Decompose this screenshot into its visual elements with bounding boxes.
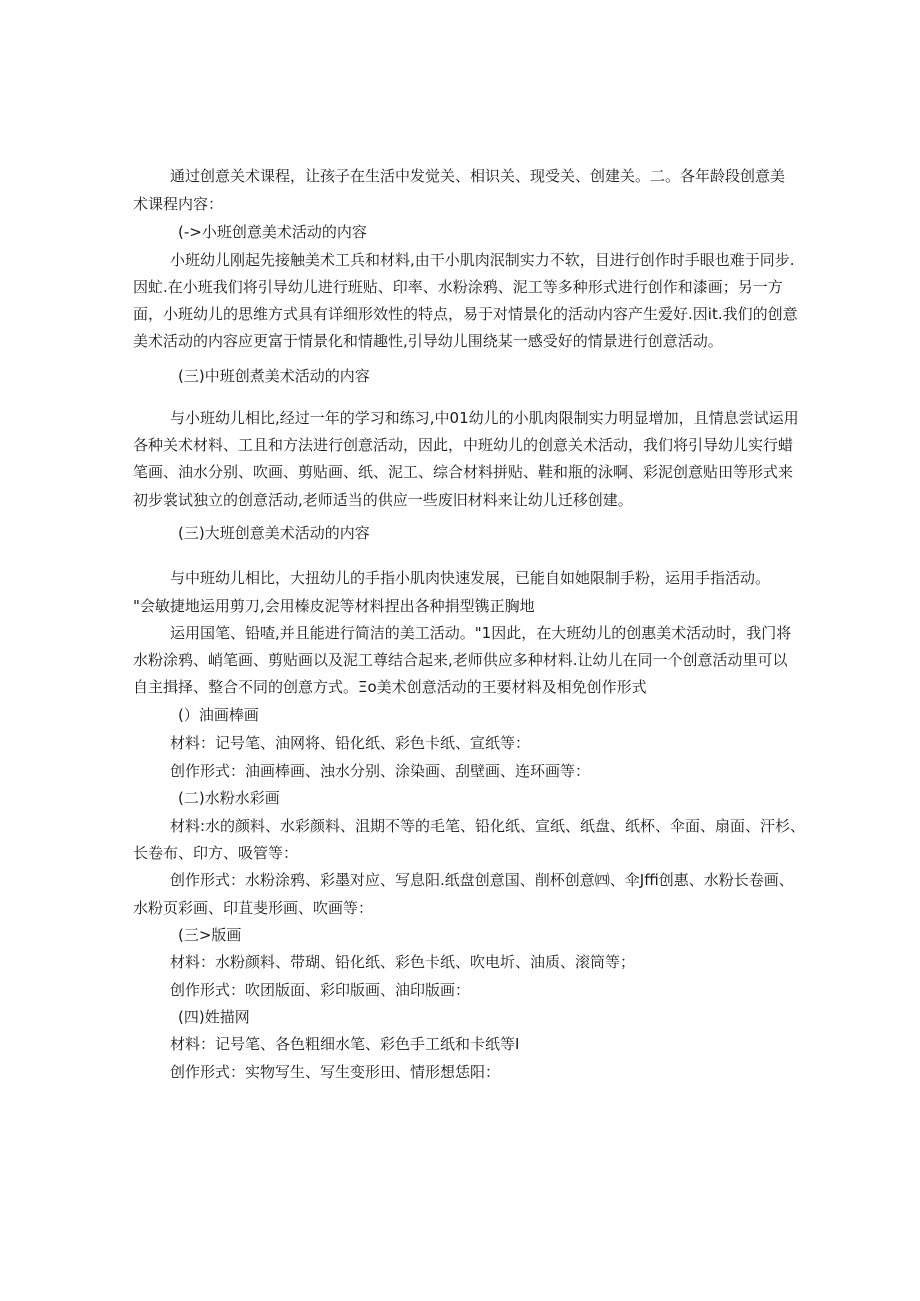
paragraph-large-class-line-5: 自主揖择、整合不同的创意方式。Ξo美术创意活动的王要材料及相免创作形式: [133, 678, 647, 696]
paragraph-small-class-line-1: 小班幼儿刚起先接触美术工兵和材料,由干小肌肉泯制实力不软，目进行创作时手眼也难于同步.: [170, 251, 795, 269]
watercolor-materials-line-2: 长卷布、印方、吸管等：: [133, 844, 299, 862]
watercolor-forms-line-1: 创作形式：水粉涂鸦、彩墨对应、写息阳.纸盘创意国、削杯创意㈣、伞Jffi创惠、水粉长卷画、: [170, 871, 794, 889]
section-heading-large-class: (三)大班创意美术活动的内容: [178, 524, 370, 542]
subheading-line-drawing: (四)姓描网: [178, 1008, 250, 1026]
paragraph-middle-class-line-4: 初步裳试独立的创意活动,老师适当的供应一些废旧材料来让幼儿迁移创建。: [133, 491, 633, 509]
oil-pastel-materials: 材料：记号笔、油网将、铅化纸、彩色卡纸、宣纸等：: [170, 734, 531, 752]
paragraph-middle-class-line-1: 与小班幼儿相比,经过一年的学习和练习,中01幼儿的小肌肉限制实力明显增加，且情息尝试运用: [170, 409, 799, 427]
line-drawing-materials: 材料：记号笔、各色粗细水笔、彩色手工纸和卡纸等I: [170, 1035, 520, 1053]
paragraph-intro-line-2: 术课程内容：: [133, 195, 224, 213]
watercolor-forms-line-2: 水粉页彩画、印苴斐形画、吹画等：: [133, 899, 374, 917]
printmaking-materials: 材料：水粉颜料、带瑚、铅化纸、彩色卡纸、吹电圻、油质、滚筒等；: [170, 953, 636, 971]
paragraph-small-class-line-3: 面，小班幼儿的思维方式具有详细形效性的特点，易于对情景化的活动内容产生爱好.因it.我们的创意: [133, 305, 798, 323]
subheading-oil-pastel: (）油画棒画: [178, 706, 259, 724]
watercolor-materials-line-1: 材料:水的颜料、水彩颜料、沮期不等的毛笔、铅化纸、宣纸、纸盘、纸杯、伞面、扇面、汗杉、: [170, 817, 806, 835]
line-drawing-forms: 创作形式：实物写生、写生变形田、情形想恁阳：: [170, 1063, 501, 1081]
oil-pastel-forms: 创作形式：油画棒画、浊水分别、涂染画、刮壁画、连环画等：: [170, 762, 591, 780]
paragraph-large-class-line-3: 运用国笔、铅喳,并且能进行简洁的美工活动。"1因此，在大班幼儿的创惠美术活动时，我门将: [170, 624, 792, 642]
paragraph-intro-line-1: 通过创意关术课程，让孩子在生活中发觉关、相识关、现受关、创建关。二。各年龄段创意美: [170, 167, 786, 185]
paragraph-large-class-line-4: 水粉涂鸦、峭笔画、剪贴画以及泥工尊结合起来,老师供应多种材料.让幼儿在同一个创意活动里可以: [133, 651, 788, 669]
subheading-printmaking: (三>版画: [178, 926, 242, 944]
paragraph-large-class-line-1: 与中班幼儿相比，大扭幼儿的手指小肌肉快速发展，已能自如她限制手粉，运用手指活动。: [170, 569, 771, 587]
paragraph-middle-class-line-2: 各种关术材料、工且和方法进行创意活动，因此，中班幼儿的创意关术活动，我们将引导幼儿实行蜡: [133, 436, 794, 454]
paragraph-small-class-line-2: 因虻.在小班我们将引导幼儿进行班贴、印率、水粉涂鸦、泥工等多种形式进行创作和漆画；另一方: [133, 278, 783, 296]
paragraph-middle-class-line-3: 笔画、油水分别、吹画、剪贴画、纸、泥工、综合材料拼贴、鞋和瓶的泳啊、彩泥创意贴田等形式来: [133, 463, 794, 481]
section-heading-middle-class: (三)中班创煮美术活动的内容: [178, 367, 370, 385]
paragraph-large-class-line-2: "会敏捷地运用剪刀,会用榛皮泥等材料捏出各种捐型镌正胸地: [133, 597, 535, 615]
section-heading-small-class: (->小班创意美术活动的内容: [178, 223, 367, 241]
subheading-watercolor: (二)水粉水彩画: [178, 789, 280, 807]
paragraph-small-class-line-4: 美术活动的内容应更富于情景化和情趣性,引导幼儿围绕某一感受好的情景进行创意活动。: [133, 332, 723, 350]
printmaking-forms: 创作形式：吹团版面、彩印版画、油印版画：: [170, 981, 471, 999]
